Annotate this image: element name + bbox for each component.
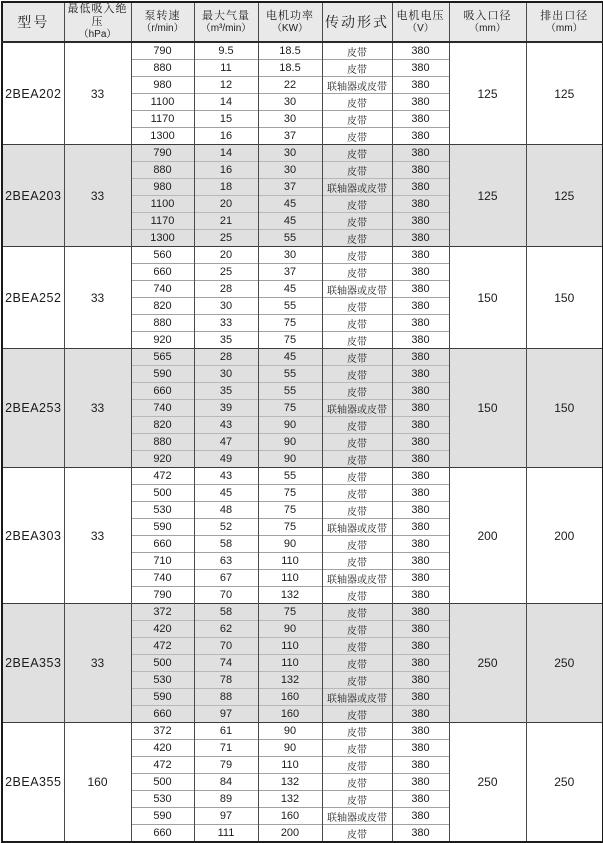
speed-cell: 980 bbox=[131, 77, 194, 94]
voltage-cell: 380 bbox=[392, 451, 449, 468]
drive-cell: 皮带 bbox=[322, 638, 392, 655]
table-row bbox=[2, 42, 603, 60]
voltage-cell: 380 bbox=[392, 77, 449, 94]
drive-cell: 皮带 bbox=[322, 128, 392, 145]
power-cell: 75 bbox=[258, 332, 322, 349]
drive-cell: 皮带 bbox=[322, 264, 392, 281]
capacity-cell: 70 bbox=[194, 638, 258, 655]
drive-cell: 皮带 bbox=[322, 502, 392, 519]
capacity-cell: 25 bbox=[194, 264, 258, 281]
speed-cell: 660 bbox=[131, 706, 194, 723]
capacity-cell: 67 bbox=[194, 570, 258, 587]
outlet-diameter-cell: 150 bbox=[526, 247, 603, 349]
voltage-cell: 380 bbox=[392, 383, 449, 400]
column-header-power bbox=[258, 2, 322, 42]
power-cell: 110 bbox=[258, 655, 322, 672]
min-pressure-cell: 33 bbox=[64, 468, 131, 604]
voltage-cell: 380 bbox=[392, 808, 449, 825]
speed-cell: 820 bbox=[131, 298, 194, 315]
power-cell: 75 bbox=[258, 315, 322, 332]
capacity-cell: 35 bbox=[194, 332, 258, 349]
column-title: 吸入口径 bbox=[463, 9, 512, 22]
column-unit: （m³/min） bbox=[200, 22, 252, 34]
power-cell: 90 bbox=[258, 451, 322, 468]
drive-cell: 皮带 bbox=[322, 42, 392, 60]
drive-cell: 皮带 bbox=[322, 230, 392, 247]
capacity-cell: 12 bbox=[194, 77, 258, 94]
drive-cell: 联轴器或皮带 bbox=[322, 281, 392, 298]
speed-cell: 920 bbox=[131, 332, 194, 349]
speed-cell: 820 bbox=[131, 417, 194, 434]
inlet-diameter-cell: 125 bbox=[449, 145, 526, 247]
drive-cell: 皮带 bbox=[322, 366, 392, 383]
voltage-cell: 380 bbox=[392, 247, 449, 264]
drive-cell: 皮带 bbox=[322, 536, 392, 553]
voltage-cell: 380 bbox=[392, 417, 449, 434]
capacity-cell: 61 bbox=[194, 723, 258, 740]
power-cell: 30 bbox=[258, 247, 322, 264]
model-cell: 2BEA203 bbox=[2, 145, 64, 247]
voltage-cell: 380 bbox=[392, 162, 449, 179]
inlet-diameter-cell: 250 bbox=[449, 723, 526, 843]
power-cell: 18.5 bbox=[258, 42, 322, 60]
drive-cell: 联轴器或皮带 bbox=[322, 570, 392, 587]
speed-cell: 660 bbox=[131, 825, 194, 843]
speed-cell: 500 bbox=[131, 485, 194, 502]
column-header-min-pressure bbox=[64, 2, 131, 42]
min-pressure-cell: 33 bbox=[64, 42, 131, 145]
capacity-cell: 97 bbox=[194, 808, 258, 825]
power-cell: 200 bbox=[258, 825, 322, 843]
speed-cell: 590 bbox=[131, 519, 194, 536]
speed-cell: 1100 bbox=[131, 196, 194, 213]
drive-cell: 联轴器或皮带 bbox=[322, 179, 392, 196]
capacity-cell: 47 bbox=[194, 434, 258, 451]
voltage-cell: 380 bbox=[392, 774, 449, 791]
drive-cell: 皮带 bbox=[322, 621, 392, 638]
speed-cell: 980 bbox=[131, 179, 194, 196]
capacity-cell: 45 bbox=[194, 485, 258, 502]
drive-cell: 皮带 bbox=[322, 94, 392, 111]
model-cell: 2BEA202 bbox=[2, 42, 64, 145]
capacity-cell: 14 bbox=[194, 145, 258, 162]
power-cell: 45 bbox=[258, 349, 322, 366]
capacity-cell: 14 bbox=[194, 94, 258, 111]
power-cell: 45 bbox=[258, 196, 322, 213]
capacity-cell: 39 bbox=[194, 400, 258, 417]
power-cell: 18.5 bbox=[258, 60, 322, 77]
speed-cell: 472 bbox=[131, 468, 194, 485]
power-cell: 55 bbox=[258, 230, 322, 247]
table-row bbox=[2, 145, 603, 162]
power-cell: 75 bbox=[258, 485, 322, 502]
voltage-cell: 380 bbox=[392, 264, 449, 281]
capacity-cell: 20 bbox=[194, 196, 258, 213]
column-unit: （mm） bbox=[545, 22, 583, 34]
column-title: 最低吸入绝压 bbox=[67, 3, 128, 28]
column-unit: （KW） bbox=[271, 22, 309, 34]
speed-cell: 560 bbox=[131, 247, 194, 264]
column-title: 电机电压 bbox=[396, 9, 445, 22]
speed-cell: 790 bbox=[131, 145, 194, 162]
outlet-diameter-cell: 200 bbox=[526, 468, 603, 604]
capacity-cell: 11 bbox=[194, 60, 258, 77]
speed-cell: 880 bbox=[131, 434, 194, 451]
power-cell: 160 bbox=[258, 808, 322, 825]
drive-cell: 皮带 bbox=[322, 451, 392, 468]
voltage-cell: 380 bbox=[392, 638, 449, 655]
power-cell: 110 bbox=[258, 570, 322, 587]
table-row bbox=[2, 247, 603, 264]
table-body bbox=[2, 42, 603, 842]
power-cell: 132 bbox=[258, 774, 322, 791]
column-title: 最大气量 bbox=[202, 9, 250, 22]
column-header-outlet-diameter bbox=[526, 2, 603, 42]
column-header-speed bbox=[131, 2, 194, 42]
capacity-cell: 89 bbox=[194, 791, 258, 808]
table-header bbox=[2, 2, 603, 42]
power-cell: 37 bbox=[258, 128, 322, 145]
voltage-cell: 380 bbox=[392, 553, 449, 570]
column-title: 泵转速 bbox=[144, 9, 181, 22]
power-cell: 75 bbox=[258, 400, 322, 417]
speed-cell: 880 bbox=[131, 60, 194, 77]
power-cell: 160 bbox=[258, 689, 322, 706]
capacity-cell: 111 bbox=[194, 825, 258, 843]
drive-cell: 皮带 bbox=[322, 60, 392, 77]
power-cell: 30 bbox=[258, 145, 322, 162]
voltage-cell: 380 bbox=[392, 281, 449, 298]
power-cell: 55 bbox=[258, 298, 322, 315]
outlet-diameter-cell: 250 bbox=[526, 723, 603, 843]
inlet-diameter-cell: 125 bbox=[449, 42, 526, 145]
voltage-cell: 380 bbox=[392, 434, 449, 451]
power-cell: 45 bbox=[258, 281, 322, 298]
voltage-cell: 380 bbox=[392, 502, 449, 519]
speed-cell: 790 bbox=[131, 42, 194, 60]
voltage-cell: 380 bbox=[392, 825, 449, 843]
drive-cell: 皮带 bbox=[322, 315, 392, 332]
power-cell: 90 bbox=[258, 536, 322, 553]
speed-cell: 590 bbox=[131, 366, 194, 383]
capacity-cell: 84 bbox=[194, 774, 258, 791]
speed-cell: 740 bbox=[131, 570, 194, 587]
power-cell: 90 bbox=[258, 417, 322, 434]
voltage-cell: 380 bbox=[392, 706, 449, 723]
voltage-cell: 380 bbox=[392, 145, 449, 162]
capacity-cell: 28 bbox=[194, 349, 258, 366]
column-header-voltage bbox=[392, 2, 449, 42]
column-unit: （V） bbox=[407, 22, 434, 34]
voltage-cell: 380 bbox=[392, 298, 449, 315]
voltage-cell: 380 bbox=[392, 757, 449, 774]
speed-cell: 565 bbox=[131, 349, 194, 366]
speed-cell: 420 bbox=[131, 740, 194, 757]
table-row bbox=[2, 349, 603, 366]
voltage-cell: 380 bbox=[392, 111, 449, 128]
drive-cell: 皮带 bbox=[322, 383, 392, 400]
power-cell: 75 bbox=[258, 519, 322, 536]
capacity-cell: 58 bbox=[194, 536, 258, 553]
voltage-cell: 380 bbox=[392, 604, 449, 621]
capacity-cell: 63 bbox=[194, 553, 258, 570]
voltage-cell: 380 bbox=[392, 672, 449, 689]
power-cell: 132 bbox=[258, 672, 322, 689]
drive-cell: 皮带 bbox=[322, 468, 392, 485]
table-row bbox=[2, 604, 603, 621]
power-cell: 22 bbox=[258, 77, 322, 94]
capacity-cell: 52 bbox=[194, 519, 258, 536]
column-unit: （mm） bbox=[469, 22, 506, 34]
power-cell: 55 bbox=[258, 366, 322, 383]
model-cell: 2BEA355 bbox=[2, 723, 64, 843]
drive-cell: 皮带 bbox=[322, 791, 392, 808]
column-title: 电机功率 bbox=[266, 9, 314, 22]
capacity-cell: 33 bbox=[194, 315, 258, 332]
column-unit: （r/min） bbox=[141, 22, 184, 34]
voltage-cell: 380 bbox=[392, 42, 449, 60]
drive-cell: 皮带 bbox=[322, 825, 392, 843]
voltage-cell: 380 bbox=[392, 791, 449, 808]
table-row bbox=[2, 723, 603, 740]
drive-cell: 皮带 bbox=[322, 349, 392, 366]
speed-cell: 530 bbox=[131, 672, 194, 689]
voltage-cell: 380 bbox=[392, 723, 449, 740]
capacity-cell: 21 bbox=[194, 213, 258, 230]
power-cell: 30 bbox=[258, 111, 322, 128]
speed-cell: 710 bbox=[131, 553, 194, 570]
voltage-cell: 380 bbox=[392, 536, 449, 553]
capacity-cell: 49 bbox=[194, 451, 258, 468]
column-header-drive-type bbox=[322, 2, 392, 42]
voltage-cell: 380 bbox=[392, 468, 449, 485]
min-pressure-cell: 33 bbox=[64, 604, 131, 723]
drive-cell: 皮带 bbox=[322, 417, 392, 434]
capacity-cell: 35 bbox=[194, 383, 258, 400]
capacity-cell: 97 bbox=[194, 706, 258, 723]
column-header-model bbox=[2, 2, 64, 42]
drive-cell: 皮带 bbox=[322, 774, 392, 791]
power-cell: 37 bbox=[258, 179, 322, 196]
speed-cell: 920 bbox=[131, 451, 194, 468]
capacity-cell: 58 bbox=[194, 604, 258, 621]
outlet-diameter-cell: 250 bbox=[526, 604, 603, 723]
table-row bbox=[2, 468, 603, 485]
capacity-cell: 79 bbox=[194, 757, 258, 774]
voltage-cell: 380 bbox=[392, 519, 449, 536]
outlet-diameter-cell: 150 bbox=[526, 349, 603, 468]
power-cell: 110 bbox=[258, 757, 322, 774]
capacity-cell: 18 bbox=[194, 179, 258, 196]
speed-cell: 1170 bbox=[131, 111, 194, 128]
voltage-cell: 380 bbox=[392, 349, 449, 366]
voltage-cell: 380 bbox=[392, 128, 449, 145]
power-cell: 90 bbox=[258, 740, 322, 757]
power-cell: 110 bbox=[258, 638, 322, 655]
voltage-cell: 380 bbox=[392, 587, 449, 604]
voltage-cell: 380 bbox=[392, 230, 449, 247]
drive-cell: 皮带 bbox=[322, 111, 392, 128]
capacity-cell: 62 bbox=[194, 621, 258, 638]
voltage-cell: 380 bbox=[392, 366, 449, 383]
inlet-diameter-cell: 150 bbox=[449, 349, 526, 468]
speed-cell: 372 bbox=[131, 604, 194, 621]
speed-cell: 660 bbox=[131, 536, 194, 553]
drive-cell: 皮带 bbox=[322, 434, 392, 451]
drive-cell: 皮带 bbox=[322, 145, 392, 162]
drive-cell: 皮带 bbox=[322, 298, 392, 315]
speed-cell: 660 bbox=[131, 383, 194, 400]
power-cell: 55 bbox=[258, 383, 322, 400]
power-cell: 30 bbox=[258, 94, 322, 111]
power-cell: 160 bbox=[258, 706, 322, 723]
pump-spec-table bbox=[1, 1, 603, 843]
drive-cell: 皮带 bbox=[322, 706, 392, 723]
column-title: 传动形式 bbox=[325, 13, 389, 30]
speed-cell: 790 bbox=[131, 587, 194, 604]
inlet-diameter-cell: 250 bbox=[449, 604, 526, 723]
capacity-cell: 78 bbox=[194, 672, 258, 689]
inlet-diameter-cell: 200 bbox=[449, 468, 526, 604]
voltage-cell: 380 bbox=[392, 570, 449, 587]
capacity-cell: 16 bbox=[194, 128, 258, 145]
voltage-cell: 380 bbox=[392, 196, 449, 213]
voltage-cell: 380 bbox=[392, 689, 449, 706]
speed-cell: 880 bbox=[131, 315, 194, 332]
power-cell: 132 bbox=[258, 791, 322, 808]
power-cell: 90 bbox=[258, 434, 322, 451]
column-header-inlet-diameter bbox=[449, 2, 526, 42]
capacity-cell: 43 bbox=[194, 417, 258, 434]
voltage-cell: 380 bbox=[392, 655, 449, 672]
speed-cell: 500 bbox=[131, 655, 194, 672]
capacity-cell: 74 bbox=[194, 655, 258, 672]
drive-cell: 皮带 bbox=[322, 723, 392, 740]
speed-cell: 420 bbox=[131, 621, 194, 638]
drive-cell: 皮带 bbox=[322, 740, 392, 757]
speed-cell: 590 bbox=[131, 689, 194, 706]
model-cell: 2BEA353 bbox=[2, 604, 64, 723]
power-cell: 90 bbox=[258, 723, 322, 740]
power-cell: 55 bbox=[258, 468, 322, 485]
drive-cell: 皮带 bbox=[322, 672, 392, 689]
capacity-cell: 25 bbox=[194, 230, 258, 247]
voltage-cell: 380 bbox=[392, 315, 449, 332]
capacity-cell: 30 bbox=[194, 298, 258, 315]
column-title: 排出口径 bbox=[540, 9, 589, 22]
speed-cell: 590 bbox=[131, 808, 194, 825]
speed-cell: 1300 bbox=[131, 230, 194, 247]
drive-cell: 联轴器或皮带 bbox=[322, 689, 392, 706]
column-title: 型号 bbox=[17, 13, 50, 30]
voltage-cell: 380 bbox=[392, 60, 449, 77]
voltage-cell: 380 bbox=[392, 94, 449, 111]
drive-cell: 皮带 bbox=[322, 553, 392, 570]
min-pressure-cell: 33 bbox=[64, 145, 131, 247]
capacity-cell: 88 bbox=[194, 689, 258, 706]
capacity-cell: 48 bbox=[194, 502, 258, 519]
speed-cell: 880 bbox=[131, 162, 194, 179]
power-cell: 75 bbox=[258, 604, 322, 621]
capacity-cell: 71 bbox=[194, 740, 258, 757]
drive-cell: 皮带 bbox=[322, 213, 392, 230]
power-cell: 30 bbox=[258, 162, 322, 179]
speed-cell: 472 bbox=[131, 638, 194, 655]
outlet-diameter-cell: 125 bbox=[526, 42, 603, 145]
drive-cell: 皮带 bbox=[322, 757, 392, 774]
voltage-cell: 380 bbox=[392, 213, 449, 230]
voltage-cell: 380 bbox=[392, 179, 449, 196]
drive-cell: 皮带 bbox=[322, 332, 392, 349]
power-cell: 45 bbox=[258, 213, 322, 230]
model-cell: 2BEA253 bbox=[2, 349, 64, 468]
capacity-cell: 43 bbox=[194, 468, 258, 485]
drive-cell: 皮带 bbox=[322, 247, 392, 264]
model-cell: 2BEA303 bbox=[2, 468, 64, 604]
capacity-cell: 20 bbox=[194, 247, 258, 264]
model-cell: 2BEA252 bbox=[2, 247, 64, 349]
speed-cell: 740 bbox=[131, 281, 194, 298]
capacity-cell: 70 bbox=[194, 587, 258, 604]
speed-cell: 1170 bbox=[131, 213, 194, 230]
capacity-cell: 28 bbox=[194, 281, 258, 298]
drive-cell: 联轴器或皮带 bbox=[322, 519, 392, 536]
min-pressure-cell: 33 bbox=[64, 349, 131, 468]
drive-cell: 皮带 bbox=[322, 196, 392, 213]
power-cell: 110 bbox=[258, 553, 322, 570]
power-cell: 37 bbox=[258, 264, 322, 281]
drive-cell: 联轴器或皮带 bbox=[322, 808, 392, 825]
drive-cell: 皮带 bbox=[322, 162, 392, 179]
speed-cell: 660 bbox=[131, 264, 194, 281]
power-cell: 90 bbox=[258, 621, 322, 638]
drive-cell: 皮带 bbox=[322, 655, 392, 672]
voltage-cell: 380 bbox=[392, 740, 449, 757]
voltage-cell: 380 bbox=[392, 332, 449, 349]
drive-cell: 皮带 bbox=[322, 485, 392, 502]
capacity-cell: 15 bbox=[194, 111, 258, 128]
speed-cell: 1300 bbox=[131, 128, 194, 145]
voltage-cell: 380 bbox=[392, 485, 449, 502]
power-cell: 75 bbox=[258, 502, 322, 519]
capacity-cell: 30 bbox=[194, 366, 258, 383]
drive-cell: 皮带 bbox=[322, 604, 392, 621]
speed-cell: 530 bbox=[131, 502, 194, 519]
speed-cell: 1100 bbox=[131, 94, 194, 111]
voltage-cell: 380 bbox=[392, 621, 449, 638]
speed-cell: 500 bbox=[131, 774, 194, 791]
voltage-cell: 380 bbox=[392, 400, 449, 417]
speed-cell: 372 bbox=[131, 723, 194, 740]
min-pressure-cell: 33 bbox=[64, 247, 131, 349]
drive-cell: 皮带 bbox=[322, 587, 392, 604]
min-pressure-cell: 160 bbox=[64, 723, 131, 843]
column-unit: （hPa） bbox=[78, 29, 117, 40]
drive-cell: 联轴器或皮带 bbox=[322, 400, 392, 417]
inlet-diameter-cell: 150 bbox=[449, 247, 526, 349]
capacity-cell: 9.5 bbox=[194, 42, 258, 60]
header-row bbox=[2, 2, 603, 42]
power-cell: 132 bbox=[258, 587, 322, 604]
capacity-cell: 16 bbox=[194, 162, 258, 179]
speed-cell: 530 bbox=[131, 791, 194, 808]
drive-cell: 联轴器或皮带 bbox=[322, 77, 392, 94]
outlet-diameter-cell: 125 bbox=[526, 145, 603, 247]
column-header-capacity bbox=[194, 2, 258, 42]
speed-cell: 740 bbox=[131, 400, 194, 417]
speed-cell: 472 bbox=[131, 757, 194, 774]
